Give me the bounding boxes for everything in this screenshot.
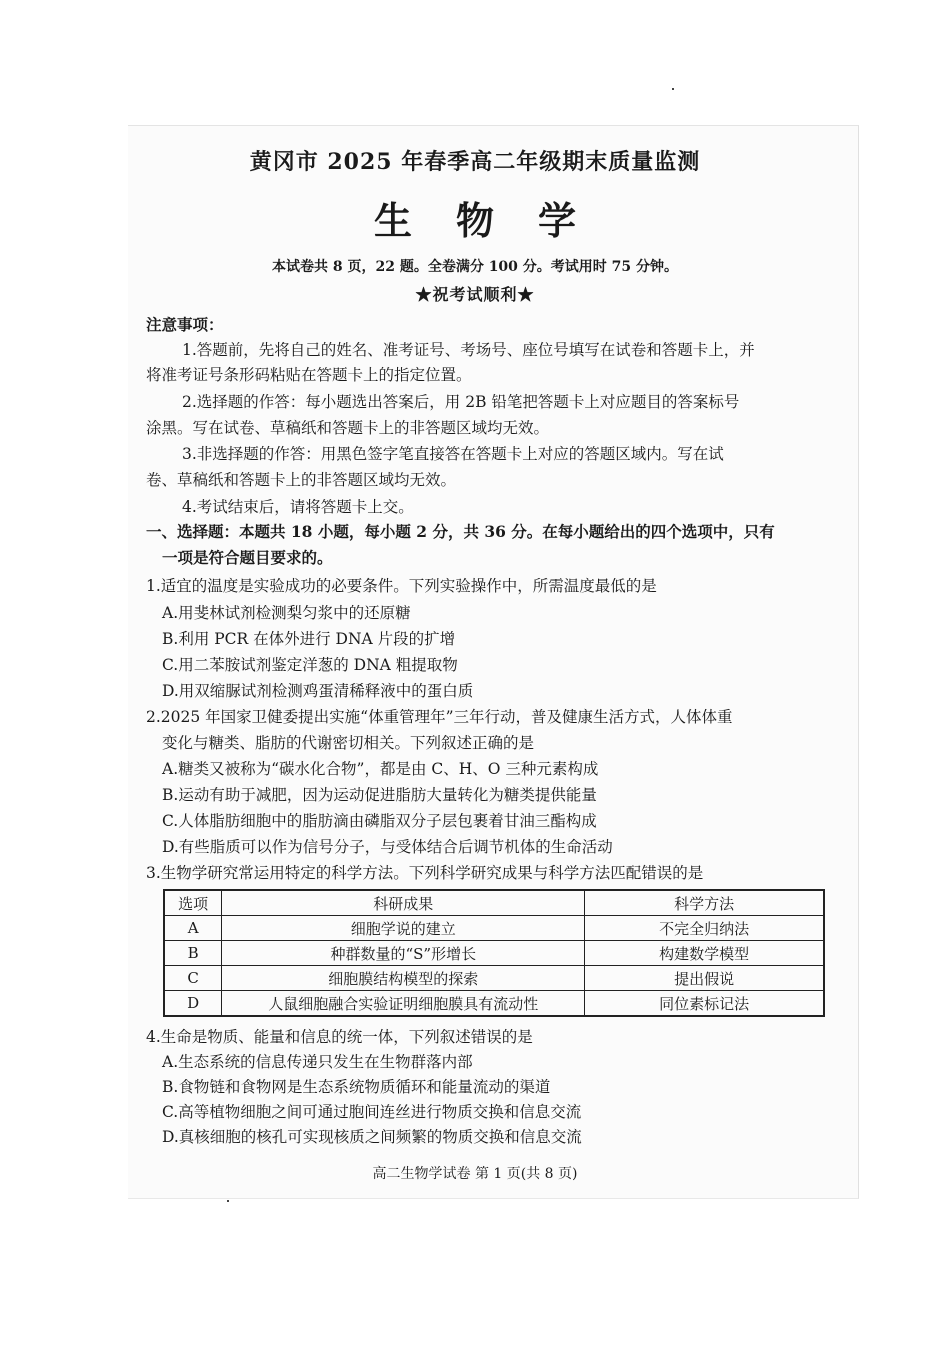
notice-item-3-cont: 卷、草稿纸和答题卡上的非答题区域均无效。 <box>146 471 457 489</box>
question-4-option-c: C.高等植物细胞之间可通过胞间连丝进行物质交换和信息交流 <box>162 1103 582 1121</box>
question-3-stem: 3.生物学研究常运用特定的科学方法。下列科学研究成果与科学方法匹配错误的是 <box>146 864 704 882</box>
question-2-option-c: C.人体脂肪细胞中的脂肪滴由磷脂双分子层包裹着甘油三酯构成 <box>162 812 597 830</box>
question-1-option-d: D.用双缩脲试剂检测鸡蛋清稀释液中的蛋白质 <box>162 682 474 700</box>
scan-speck <box>672 88 674 90</box>
table-cell: 细胞学说的建立 <box>222 916 585 941</box>
question-1-option-b: B.利用 PCR 在体外进行 DNA 片段的扩增 <box>162 630 456 648</box>
notice-item-2-cont: 涂黑。写在试卷、草稿纸和答题卡上的非答题区域均无效。 <box>146 419 550 437</box>
table-header-cell: 科研成果 <box>222 890 585 916</box>
notice-item-1: 1.答题前，先将自己的姓名、准考证号、考场号、座位号填写在试卷和答题卡上，并 <box>182 341 755 359</box>
table-cell: 构建数学模型 <box>585 941 824 966</box>
question-2-stem: 2.2025 年国家卫健委提出实施“体重管理年”三年行动，普及健康生活方式，人体体重 <box>146 708 733 726</box>
table-cell: B <box>164 941 222 966</box>
table-header-cell: 科学方法 <box>585 890 824 916</box>
table-header-cell: 选项 <box>164 890 222 916</box>
question-4-option-a: A.生态系统的信息传递只发生在生物群落内部 <box>162 1053 473 1071</box>
question-4-option-d: D.真核细胞的核孔可实现核质之间频繁的物质交换和信息交流 <box>162 1128 582 1146</box>
table-row <box>164 991 824 1017</box>
table-cell: 不完全归纳法 <box>585 916 824 941</box>
table-cell: 种群数量的“S”形增长 <box>222 941 585 966</box>
question-4-option-b: B.食物链和食物网是生态系统物质循环和能量流动的渠道 <box>162 1078 551 1096</box>
table-cell: D <box>164 991 222 1017</box>
question-3-table <box>163 889 825 1017</box>
section-heading-cont: 一项是符合题目要求的。 <box>162 548 333 567</box>
notice-heading: 注意事项： <box>146 315 224 334</box>
question-1-stem: 1.适宜的温度是实验成功的必要条件。下列实验操作中，所需温度最低的是 <box>146 577 657 595</box>
table-row <box>164 941 824 966</box>
table-header-row <box>164 890 824 916</box>
question-2-stem-cont: 变化与糖类、脂肪的代谢密切相关。下列叙述正确的是 <box>162 734 535 752</box>
notice-item-1-cont: 将准考证号条形码粘贴在答题卡上的指定位置。 <box>146 366 472 384</box>
scan-speck <box>227 1200 229 1202</box>
question-2-option-b: B.运动有助于减肥，因为运动促进脂肪大量转化为糖类提供能量 <box>162 786 597 804</box>
question-2-option-a: A.糖类又被称为“碳水化合物”，都是由 C、H、O 三种元素构成 <box>162 760 599 778</box>
table-cell: 人鼠细胞融合实验证明细胞膜具有流动性 <box>222 991 585 1017</box>
subject-title: 生物学 <box>373 198 620 243</box>
notice-item-2: 2.选择题的作答：每小题选出答案后，用 2B 铅笔把答题卡上对应题目的答案标号 <box>182 393 740 411</box>
exam-title: 黄冈市 2025 年春季高二年级期末质量监测 <box>249 149 701 175</box>
good-luck-banner: ★祝考试顺利★ <box>415 285 535 304</box>
table-cell: 提出假说 <box>585 966 824 991</box>
page-footer: 高二生物学试卷 第 1 页(共 8 页) <box>372 1166 578 1182</box>
notice-item-3: 3.非选择题的作答：用黑色签字笔直接答在答题卡上对应的答题区域内。写在试 <box>182 445 724 463</box>
exam-info: 本试卷共 8 页，22 题。全卷满分 100 分。考试用时 75 分钟。 <box>271 259 679 275</box>
table-row <box>164 916 824 941</box>
question-1-option-c: C.用二苯胺试剂鉴定洋葱的 DNA 粗提取物 <box>162 656 458 674</box>
table-cell: C <box>164 966 222 991</box>
table-cell: 细胞膜结构模型的探索 <box>222 966 585 991</box>
question-1-option-a: A.用斐林试剂检测梨匀浆中的还原糖 <box>162 604 411 622</box>
table-cell: 同位素标记法 <box>585 991 824 1017</box>
section-heading: 一、选择题：本题共 18 小题，每小题 2 分，共 36 分。在每小题给出的四个选项中，只有 <box>146 522 775 541</box>
table-cell: A <box>164 916 222 941</box>
notice-item-4: 4.考试结束后，请将答题卡上交。 <box>182 498 414 516</box>
question-4-stem: 4.生命是物质、能量和信息的统一体，下列叙述错误的是 <box>146 1028 533 1046</box>
table-row <box>164 966 824 991</box>
question-2-option-d: D.有些脂质可以作为信号分子，与受体结合后调节机体的生命活动 <box>162 838 613 856</box>
